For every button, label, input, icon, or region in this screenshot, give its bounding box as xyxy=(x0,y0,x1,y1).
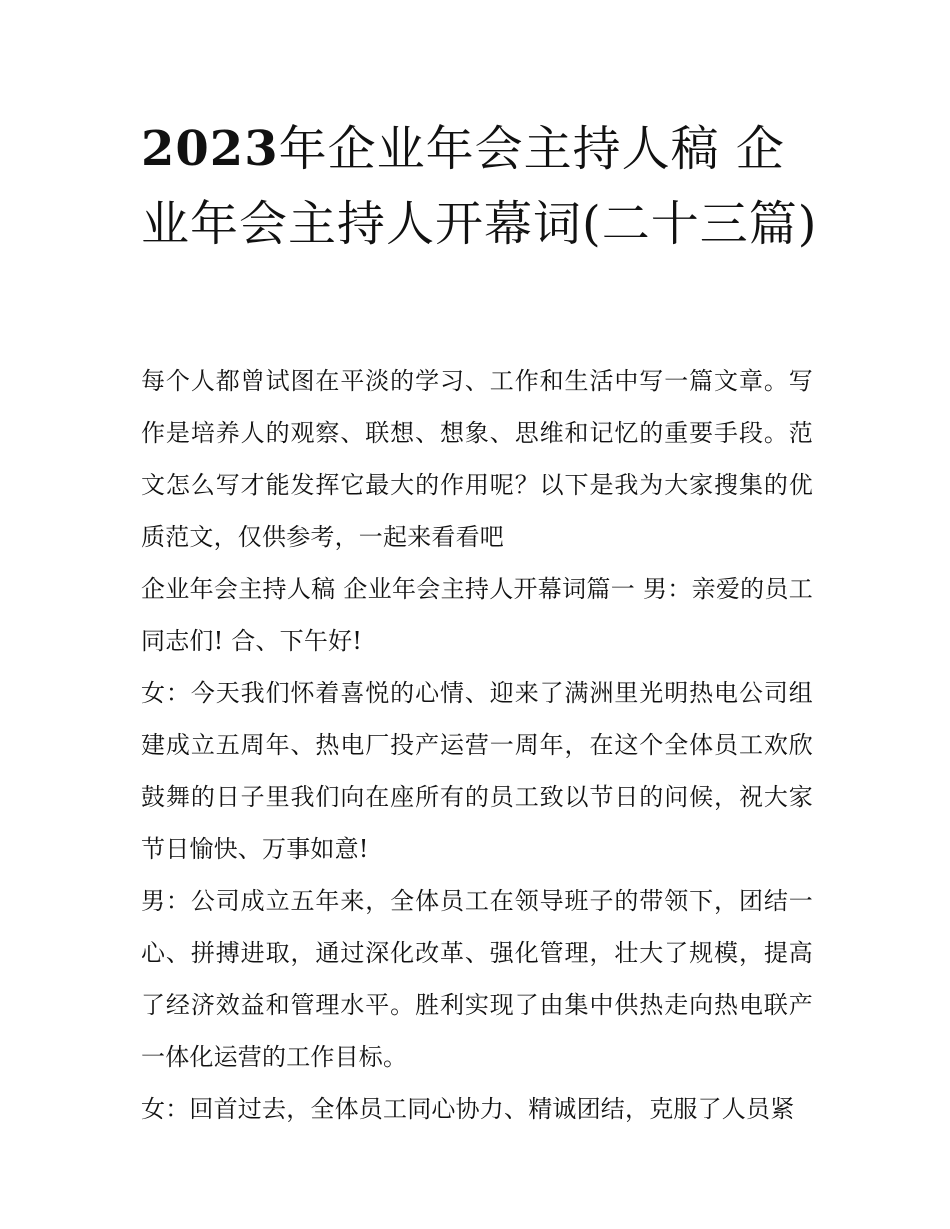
intro-paragraph: 每个人都曾试图在平淡的学习、工作和生活中写一篇文章。写作是培养人的观察、联想、想象、思维和记忆的重要手段。范文怎么写才能发挥它最大的作用呢？以下是我为大家搜集的优质范文，仅供参考，一起来看看吧 xyxy=(141,367,813,551)
dialogue-paragraph: 女：回首过去，全体员工同心协力、精诚团结，克服了人员紧 xyxy=(141,1095,795,1123)
document-title xyxy=(141,112,821,262)
section-heading-paragraph: 企业年会主持人稿 企业年会主持人开幕词篇一 男：亲爱的员工同志们! 合、下午好! xyxy=(141,575,813,655)
dialogue-paragraph: 女：今天我们怀着喜悦的心情、迎来了满洲里光明热电公司组建成立五周年、热电厂投产运营一周年，在这个全体员工欢欣鼓舞的日子里我们向在座所有的员工致以节日的问候，祝大家节日愉快、万事如意! xyxy=(141,679,813,863)
dialogue-paragraph: 男：公司成立五年来，全体员工在领导班子的带领下，团结一心、拼搏进取，通过深化改革、强化管理，壮大了规模，提高了经济效益和管理水平。胜利实现了由集中供热走向热电联产一体化运营的工作目标。 xyxy=(141,887,813,1071)
document-body xyxy=(141,355,813,1135)
title-year: 2023 xyxy=(141,121,279,177)
title-text: 年企业年会主持人稿 企业年会主持人开幕词(二十三篇) xyxy=(141,121,818,252)
